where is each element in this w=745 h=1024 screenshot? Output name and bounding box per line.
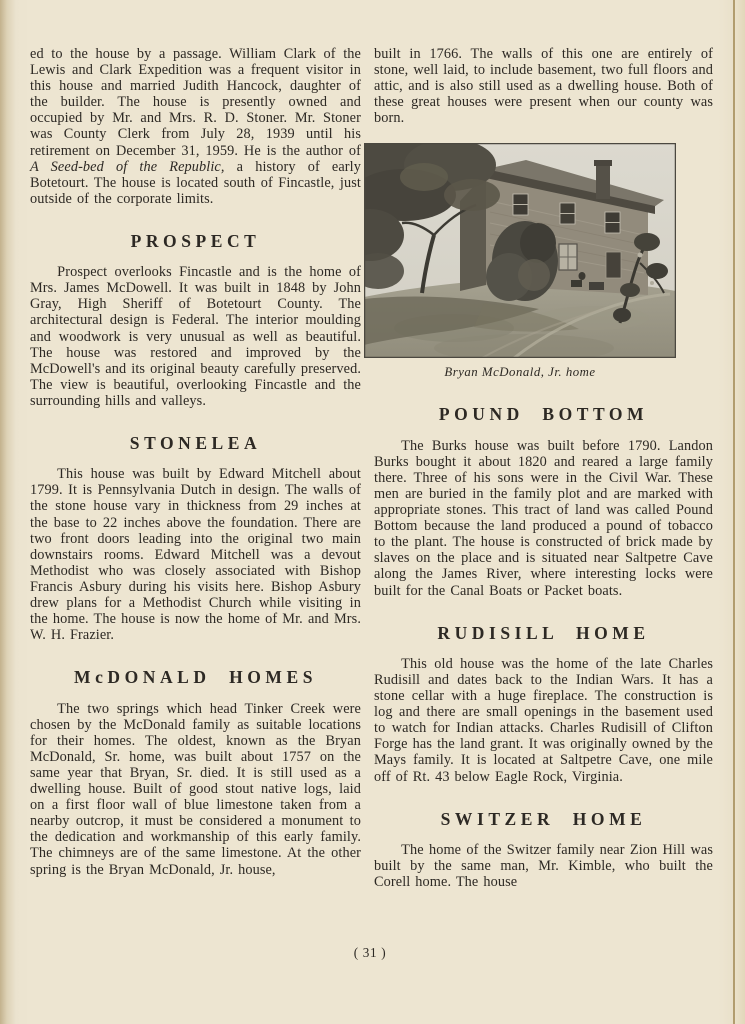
section-heading-rudisill-home: RUDISILL HOME [437, 622, 650, 643]
section-body-switzer-home: The home of the Switzer family near Zion Hill was built by the same man, Mr. Kimble, who built the Corell home. The house [374, 841, 713, 891]
section-body-rudisill-home: This old house was the home of the late Charles Rudisill and dates back to the Indian Wars. It has a stone cellar with a huge fireplace. The construction is log and there are small openings in the basement used to watch for Indian attacks. Charles Rudisill of Clifton Forge has the land grant. It was originally owned by the Mays family. It is located at Saltpetre Cave, one mile off of Rt. 43 below Eagle Rock, Virginia. [374, 655, 713, 785]
section-heading-mcdonald-homes: McDONALD HOMES [74, 667, 317, 688]
section-body-pound-bottom: The Burks house was built before 1790. Landon Burks bought it about 1820 and reared a large family there. Three of his sons were in the Civil War. These men are buried in the family plot and are marked with appropriate stones. This tract of land was called Pound Bottom because the land produced a pound of tobacco to the plant. The house is constructed of brick made by slaves on the place and is situated near Saltpetre Cave along the James River, where interesting locks were built for the Canal Boats or Packet boats. [374, 437, 713, 599]
continued-text-before: ed to the house by a passage. William Clark of the Lewis and Clark Expedition was a frequent visitor in this house and married Judith Hancock, daughter of the builder. The house is presently owned and occupied by Mr. and Mrs. R. D. Stoner. Mr. Stoner was County Clerk from July 28, 1939 until his retirement on December 31, 1959. He is the author of [30, 46, 361, 159]
section-heading-prospect: PROSPECT [130, 230, 261, 251]
section-body-stonelea: This house was built by Edward Mitchell about 1799. It is Pennsylvania Dutch in design. The walls of the stone house vary in thickness from 29 inches at the base to 22 inches above the foundation. There are two front doors leading into the original two main downstairs rooms. Edward Mitchell was a devout Methodist who was closely associated with Bishop Francis Asbury during his visits here. Bishop Asbury drew plans for a Methodist Church while visiting in the home. The house is now the home of Mr. and Mrs. W. H. Frazier. [30, 466, 361, 644]
page-number: ( 31 ) [353, 945, 387, 960]
section-heading-pound-bottom: POUND BOTTOM [438, 404, 649, 425]
continued-text-after: a history of early Botetourt. The house is located south of Fincastle, just outside of the corporate limits. [30, 158, 361, 207]
photo-figure [364, 143, 676, 380]
house-photo [364, 143, 676, 358]
paragraph-continued-stoner-house [30, 46, 361, 207]
section-body-prospect: Prospect overlooks Fincastle and is the home of Mrs. James McDowell. It was built in 1848 by John Gray, High Sheriff of Botetourt County. The architectural design is Federal. The interior moulding and woodwork is very unusual as well as beautiful. The house was restored and improved by the McDowell's and its original beauty carefully preserved. The view is beautiful, overlooking Fincastle and the surrounding hills and valleys. [30, 264, 361, 409]
photo-caption: Bryan McDonald, Jr. home [444, 365, 596, 380]
section-body-mcdonald-homes: The two springs which head Tinker Creek were chosen by the McDonald family as suitable locations for their homes. The oldest, known as the Bryan McDonald, Sr. home, was built about 1757 on the same year that Bryan, Sr. died. It is still used as a dwelling house. Built of good stout native logs, laid on a first floor wall of blue limestone taken from a nearby outcrop, it must be considered a monument to the dedication and workmanship of this early family. The chimneys are of the same limestone. At the other spring is the Bryan McDonald, Jr. house, [30, 700, 361, 878]
section-heading-stonelea: STONELEA [129, 433, 262, 454]
paragraph-continued-mcdonald-jr: built in 1766. The walls of this one are entirely of stone, well laid, to include basement, two full floors and attic, and is also still used as a dwelling house. Both of these great houses were present when our county was born. [374, 46, 713, 127]
section-heading-switzer-home: SWITZER HOME [440, 808, 647, 829]
book-title-italic: A Seed-bed of the Republic, [30, 158, 225, 175]
right-column [374, 46, 713, 890]
left-column [30, 46, 361, 890]
